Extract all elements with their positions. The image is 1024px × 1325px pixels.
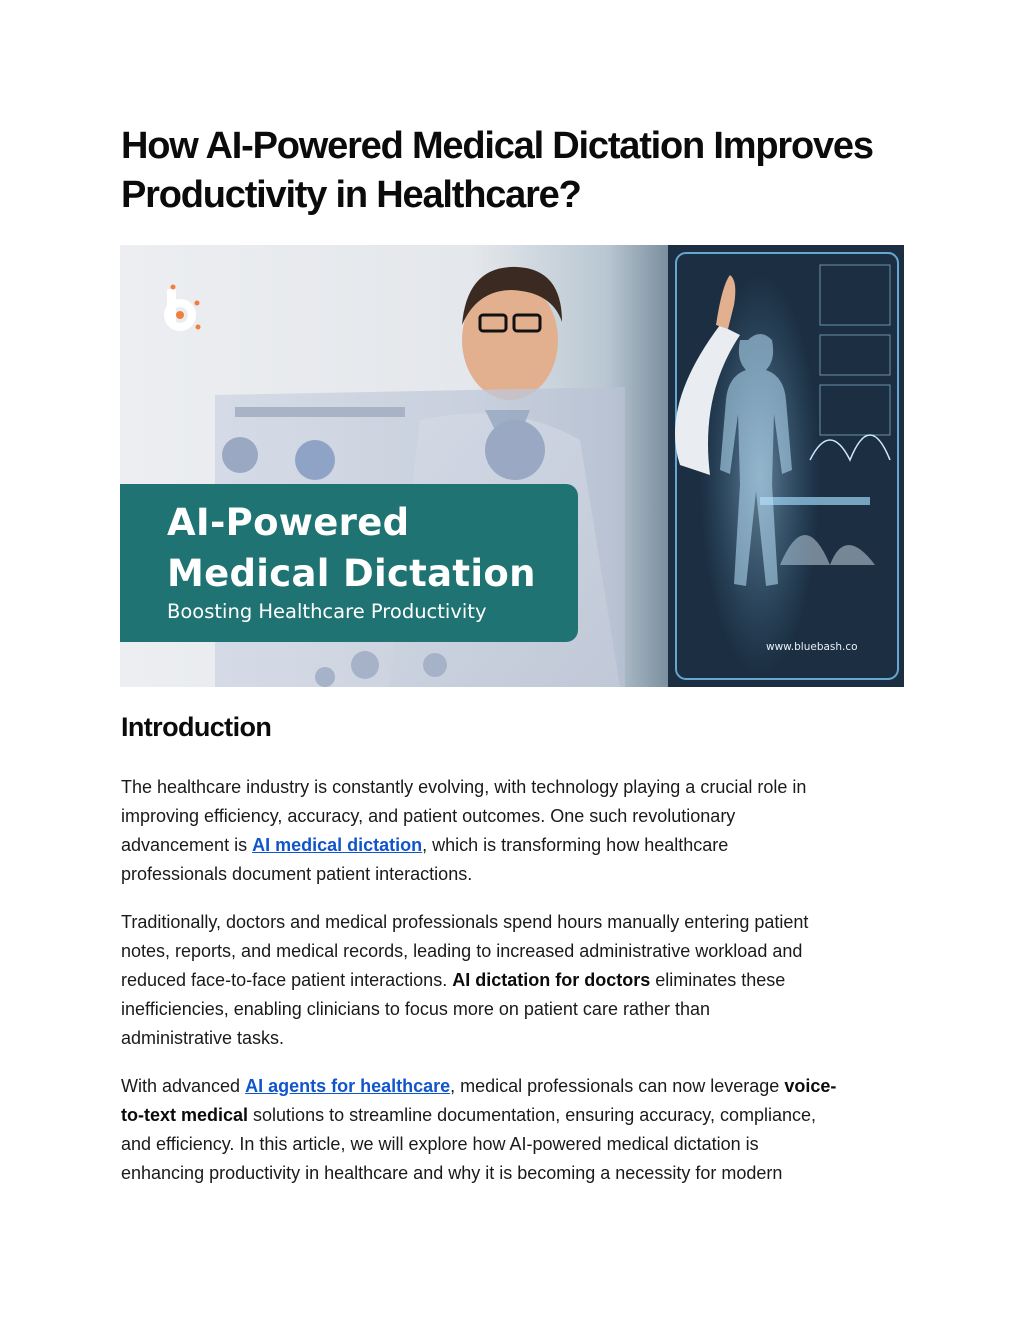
text-run: advancement is <box>121 835 253 855</box>
paragraph-line: inefficiencies, enabling clinicians to focus more on patient care rather than <box>121 999 711 1019</box>
banner-title-line: AI-Powered <box>167 501 410 544</box>
text-run: With advanced <box>121 1076 246 1096</box>
article-title-line: Productivity in Healthcare? <box>121 174 581 216</box>
intro-paragraph-2 <box>121 908 911 1053</box>
banner-subtitle: Boosting Healthcare Productivity <box>167 600 487 623</box>
bold-phrase: voice- <box>784 1076 837 1096</box>
text-run: , which is transforming how healthcare <box>422 835 729 855</box>
bluebash-logo-icon <box>167 285 201 330</box>
paragraph-line: enhancing productivity in healthcare and why it is becoming a necessity for modern <box>121 1163 783 1183</box>
paragraph-line: The healthcare industry is constantly evolving, with technology playing a crucial role in <box>121 777 807 797</box>
paragraph-line <box>121 1101 911 1130</box>
banner-title-line: Medical Dictation <box>167 552 536 595</box>
text-run: reduced face-to-face patient interactions. <box>121 970 453 990</box>
hero-image <box>120 245 904 687</box>
text-run: solutions to streamline documentation, ensuring accuracy, compliance, <box>248 1105 816 1125</box>
intro-paragraph-1 <box>121 773 911 889</box>
paragraph-line: administrative tasks. <box>121 1028 285 1048</box>
text-run: , medical professionals can now leverage <box>450 1076 785 1096</box>
paragraph-line: and efficiency. In this article, we will explore how AI-powered medical dictation is <box>121 1134 759 1154</box>
hero-website-label: www.bluebash.co <box>766 641 858 653</box>
article-title <box>121 122 921 220</box>
bold-phrase: AI dictation for doctors <box>452 970 651 990</box>
ai-agents-for-healthcare-link[interactable]: AI agents for healthcare <box>245 1076 451 1096</box>
paragraph-line: improving efficiency, accuracy, and patient outcomes. One such revolutionary <box>121 806 736 826</box>
article-title-line: How AI-Powered Medical Dictation Improves <box>121 125 873 167</box>
bold-phrase: to-text medical <box>121 1105 249 1125</box>
paragraph-line: notes, reports, and medical records, leading to increased administrative workload and <box>121 941 803 961</box>
paragraph-line: Traditionally, doctors and medical professionals spend hours manually entering patient <box>121 912 809 932</box>
section-heading: Introduction <box>121 712 272 742</box>
text-run: eliminates these <box>650 970 786 990</box>
ai-medical-dictation-link[interactable]: AI medical dictation <box>252 835 423 855</box>
paragraph-line: professionals document patient interactions. <box>121 864 473 884</box>
intro-paragraph-3 <box>121 1072 911 1188</box>
paragraph-line <box>121 831 911 860</box>
paragraph-line <box>121 1072 911 1101</box>
paragraph-line <box>121 966 911 995</box>
